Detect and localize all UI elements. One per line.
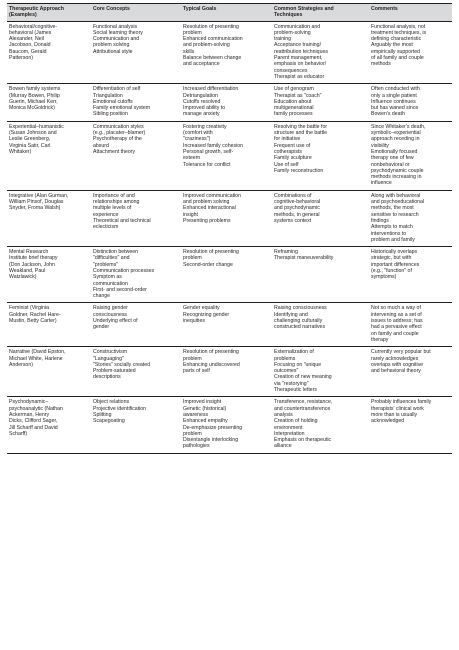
cell-text-line: acknowledged (371, 418, 405, 425)
cell-strategies (272, 247, 369, 303)
table-row (7, 397, 452, 453)
cell-text-line: problem (183, 255, 202, 262)
cell-text-line: challenging culturally (274, 318, 323, 325)
cell-text-line: First- and second-order (93, 286, 147, 293)
cell-text-line: multigenerational (274, 105, 314, 112)
cell-text-line: of all family and couple (371, 55, 424, 62)
cell-text-line: Recognizing gender (183, 311, 230, 318)
cell-text-line: Functional analysis, not (371, 23, 426, 30)
cell-text-line: Narrative (David Epston, (9, 349, 66, 356)
cell-text-line: Therapeutic letters (274, 387, 317, 394)
cell-text-line: via "restorying" (274, 380, 309, 387)
cell-text-line: Constructivism (93, 349, 128, 356)
cell-text-line: symptoms) (371, 274, 397, 281)
cell-text-line: "difficulties" and (93, 255, 130, 262)
cell-comments (369, 247, 452, 303)
cell-text-line: consciousness (93, 311, 128, 318)
cell-text-line: and acceptance (183, 61, 220, 68)
cell-text-line: De-emphasize presenting (183, 424, 243, 431)
therapeutic-approaches-table (7, 3, 452, 454)
cell-goals (181, 397, 272, 453)
cell-text-line: problem (183, 29, 202, 36)
cell-text-line: Presenting problems (183, 217, 231, 224)
cell-text-line: and problem-solving (183, 42, 230, 49)
cell-text-line: "Languaging" (93, 355, 124, 362)
cell-text-line: constructed narratives (274, 324, 326, 331)
cell-text-line: defining characteristic (371, 36, 422, 43)
cell-text-line: Raising consciousness (274, 305, 327, 312)
cell-text-line: Mental Research (9, 249, 49, 256)
cell-text-line: (Murray Bowen, Philip (9, 92, 60, 99)
cell-text-line: Guerin, Michael Kerr, (9, 98, 58, 105)
header-text-line: Core Concepts (93, 6, 130, 12)
cell-text-line: Increased family cohesion (183, 142, 243, 149)
cell-text-line: Currently very popular but (371, 349, 431, 356)
cell-text-line: and psychoeducational (371, 199, 425, 206)
cell-text-line: "Stories" socially created (93, 361, 151, 368)
cell-text-line: Monica McGoldrick) (9, 105, 55, 112)
cell-text-line: gender (93, 324, 110, 331)
cell-strategies (272, 303, 369, 347)
cell-text-line: problem (183, 430, 202, 437)
cell-goals (181, 190, 272, 246)
cell-text-line: experience (93, 211, 119, 218)
cell-text-line: absurd (93, 142, 109, 149)
cell-goals (181, 347, 272, 397)
cell-strategies (272, 397, 369, 453)
cell-text-line: Theoretical and technical (93, 217, 151, 224)
cell-text-line: problems (274, 355, 296, 362)
cell-text-line: Scapegoating (93, 418, 125, 425)
cell-text-line: therapy (371, 336, 389, 343)
cell-text-line: and countertransference (274, 405, 331, 412)
table-row (7, 247, 452, 303)
cell-text-line: Family sculpture (274, 155, 312, 162)
cell-text-line: therapists' clinical work (371, 405, 424, 412)
cell-text-line: Attributional style (93, 48, 133, 55)
cell-text-line: Michael White, Harlene (9, 355, 63, 362)
cell-text-line: Projective identification (93, 405, 147, 412)
cell-text-line: Distinction between (93, 249, 138, 256)
cell-text-line: findings (371, 217, 389, 224)
cell-text-line: alliance (274, 443, 292, 450)
cell-text-line: intervening as a set of (371, 311, 422, 318)
cell-concepts (91, 303, 181, 347)
cell-text-line: Identifying and (274, 311, 308, 318)
cell-text-line: Frequent use of (274, 142, 311, 149)
cell-text-line: Disentangle interlocking (183, 437, 239, 444)
cell-text-line: Influence continues (371, 98, 416, 105)
cell-text-line: Leslie Greenberg, (9, 136, 51, 143)
cell-text-line: Raising gender (93, 305, 128, 312)
cell-text-line: (Susan Johnson and (9, 130, 57, 137)
table-row (7, 21, 452, 84)
cell-text-line: but has waned since (371, 105, 419, 112)
cell-text-line: reattribution techniques (274, 48, 328, 55)
cell-text-line: Enhancing undiscovered (183, 361, 240, 368)
cell-text-line: Since Whitaker's death, (371, 123, 426, 130)
cell-text-line: analysis (274, 411, 293, 418)
cell-text-line: systems context (274, 217, 312, 224)
cell-text-line: cognitive-behavioral (274, 199, 321, 206)
cell-text-line: Functional analysis (93, 23, 138, 30)
cell-concepts (91, 397, 181, 453)
table-row (7, 190, 452, 246)
cell-text-line: Reframing (274, 249, 298, 256)
cell-text-line: therapy one of few (371, 155, 414, 162)
cell-text-line: Genetic (historical) (183, 405, 227, 412)
cell-text-line: pathologies (183, 443, 210, 450)
cell-text-line: Parent management, (274, 55, 323, 62)
cell-text-line: Integrative (Alan Gurman, (9, 192, 69, 199)
cell-text-line: communication (93, 280, 128, 287)
cell-text-line: behavioral (James (9, 29, 52, 36)
cell-comments (369, 84, 452, 121)
cell-strategies (272, 190, 369, 246)
cell-text-line: problem solving (93, 42, 130, 49)
cell-text-line: Triangulation (93, 92, 123, 99)
cell-text-line: Whitaker) (9, 148, 32, 155)
cell-text-line: Sibling position (93, 111, 128, 118)
cell-text-line: Therapist as educator (274, 73, 325, 80)
cell-text-line: Resolution of presenting (183, 23, 239, 30)
table-row (7, 84, 452, 121)
cell-text-line: Enhanced empathy (183, 418, 228, 425)
cell-text-line: Feminist (Virginia (9, 305, 49, 312)
header-strategies (272, 4, 369, 22)
cell-comments (369, 397, 452, 453)
cell-text-line: overlaps with cognitive (371, 361, 424, 368)
cell-text-line: visibility (371, 142, 389, 149)
cell-text-line: Balance between change (183, 55, 242, 62)
cell-text-line: methods increasing in (371, 174, 422, 181)
cell-comments (369, 121, 452, 190)
cell-text-line: Increased differentiation (183, 86, 239, 93)
cell-text-line: "craziness") (183, 136, 211, 143)
cell-text-line: Virginia Satir, Carl (9, 142, 51, 149)
cell-text-line: Not so much a way of (371, 305, 421, 312)
cell-text-line: skills (183, 48, 195, 55)
header-typical-goals (181, 4, 272, 22)
header-text-line: (Examples) (9, 12, 37, 19)
cell-text-line: and problem solving (183, 199, 230, 206)
cell-text-line: Education about (274, 98, 312, 105)
cell-text-line: Tolerance for conflict (183, 161, 231, 168)
cell-text-line: Acceptance training/ (274, 42, 322, 49)
table-row (7, 347, 452, 397)
cell-text-line: Fostering creativity (183, 123, 227, 130)
cell-text-line: (e.g., "function" of (371, 267, 412, 274)
cell-text-line: Therapist as "coach" (274, 92, 322, 99)
cell-goals (181, 303, 272, 347)
cell-text-line: Resolution of presenting (183, 349, 239, 356)
cell-approach (7, 121, 91, 190)
cell-text-line: Resolving the battle for (274, 123, 328, 130)
cell-text-line: methods, in general (274, 211, 320, 218)
cell-text-line: Combinations of (274, 192, 312, 199)
table-row (7, 303, 452, 347)
cell-text-line: Dicks, Clifford Sager, (9, 418, 58, 425)
cell-text-line: Goldner, Rachel Hare- (9, 311, 61, 318)
cell-text-line: approach receding in (371, 136, 420, 143)
header-core-concepts (91, 4, 181, 22)
cell-text-line: change (93, 293, 111, 300)
cell-text-line: Detriangulation (183, 92, 218, 99)
cell-text-line: interventions to (371, 230, 407, 237)
header-text-line: Common Strategies and (274, 6, 334, 12)
cell-text-line: and behavioral theory (371, 368, 421, 375)
cell-text-line: relationships among (93, 199, 140, 206)
cell-text-line: Mustin, Betty Carter) (9, 318, 57, 325)
cell-text-line: Problem-saturated (93, 368, 136, 375)
cell-text-line: Use of self (274, 161, 299, 168)
cell-text-line: methods (371, 61, 391, 68)
cell-text-line: problem and family (371, 236, 415, 243)
cell-text-line: esteem (183, 155, 201, 162)
cell-text-line: outcomes" (274, 368, 299, 375)
cell-comments (369, 190, 452, 246)
cell-text-line: Jacobson, Donald (9, 42, 51, 49)
cell-text-line: Behavioral/cognitive- (9, 23, 58, 30)
cell-text-line: Attachment theory (93, 148, 136, 155)
cell-approach (7, 21, 91, 84)
cell-text-line: family processes (274, 111, 313, 118)
cell-goals (181, 21, 272, 84)
cell-text-line: descriptions (93, 374, 121, 381)
cell-text-line: important differences (371, 261, 420, 268)
cell-text-line: Communication and (93, 36, 140, 43)
header-text-line: Therapeutic Approach (9, 6, 64, 12)
cell-text-line: Institute brief therapy (9, 255, 58, 262)
cell-text-line: Arguably the most (371, 42, 413, 49)
header-text-line: Typical Goals (183, 6, 217, 12)
cell-text-line: Underlying effect of (93, 318, 138, 325)
cell-text-line: Along with behavioral (371, 192, 421, 199)
cell-text-line: Importance of and (93, 192, 135, 199)
cell-strategies (272, 121, 369, 190)
cell-approach (7, 190, 91, 246)
cell-text-line: Bowen family systems (9, 86, 61, 93)
cell-text-line: Weakland, Paul (9, 267, 46, 274)
cell-text-line: training (274, 36, 292, 43)
cell-text-line: Resolution of presenting (183, 249, 239, 256)
cell-text-line: Splitting (93, 411, 112, 418)
header-text-line: Techniques (274, 12, 303, 19)
cell-text-line: Emotionally focused (371, 148, 418, 155)
cell-approach (7, 247, 91, 303)
cell-text-line: structure and the battle (274, 130, 328, 137)
cell-text-line: problem-solving (274, 29, 311, 36)
cell-text-line: Use of genogram (274, 86, 314, 93)
cell-text-line: cotherapists (274, 148, 302, 155)
cell-text-line: Experiential–humanistic (9, 123, 64, 130)
cell-text-line: empirically supported (371, 48, 421, 55)
cell-text-line: had a pervasive effect (371, 324, 422, 331)
cell-strategies (272, 347, 369, 397)
cell-concepts (91, 190, 181, 246)
cell-text-line: Externalization of (274, 349, 314, 356)
cell-text-line: multiple levels of (93, 205, 132, 212)
cell-text-line: Probably influences family (371, 399, 432, 406)
cell-approach (7, 397, 91, 453)
cell-text-line: Family emotional system (93, 105, 151, 112)
cell-strategies (272, 21, 369, 84)
header-text-line: Comments (371, 6, 398, 12)
cell-text-line: nonbehavioral or (371, 161, 410, 168)
cell-text-line: Symptom as (93, 274, 122, 281)
cell-text-line: Gender equality (183, 305, 220, 312)
cell-concepts (91, 247, 181, 303)
cell-text-line: Anderson) (9, 361, 33, 368)
cell-text-line: Communication processes (93, 267, 155, 274)
cell-text-line: methods, the most (371, 205, 414, 212)
cell-text-line: Often conducted with (371, 86, 420, 93)
cell-text-line: Improved communication (183, 192, 241, 199)
cell-text-line: eclecticism (93, 224, 119, 231)
cell-concepts (91, 21, 181, 84)
header-comments (369, 4, 452, 22)
cell-text-line: Communication and (274, 23, 321, 30)
cell-text-line: treatment techniques, is (371, 29, 427, 36)
cell-text-line: Creation of new meaning (274, 374, 332, 381)
cell-text-line: Watzlawick) (9, 274, 37, 281)
cell-goals (181, 84, 272, 121)
cell-approach (7, 347, 91, 397)
cell-text-line: Transference, resistance, (274, 399, 333, 406)
table-header (7, 4, 452, 22)
cell-text-line: Scharff) (9, 430, 28, 437)
cell-approach (7, 84, 91, 121)
cell-concepts (91, 347, 181, 397)
cell-text-line: Focusing on "unique (274, 361, 322, 368)
cell-approach (7, 303, 91, 347)
table-body (7, 21, 452, 453)
cell-text-line: (comfort with (183, 130, 213, 137)
cell-concepts (91, 121, 181, 190)
cell-text-line: influence (371, 180, 392, 187)
cell-text-line: rarely acknowledges (371, 355, 419, 362)
cell-text-line: awareness (183, 411, 209, 418)
cell-text-line: Enhanced interactional (183, 205, 236, 212)
cell-text-line: William Pinsof, Douglas (9, 199, 64, 206)
cell-text-line: Cutoffs resolved (183, 98, 221, 105)
cell-text-line: Emotional cutoffs (93, 98, 133, 105)
cell-goals (181, 247, 272, 303)
cell-text-line: consequences (274, 67, 308, 74)
cell-text-line: Family reconstruction (274, 167, 324, 174)
cell-comments (369, 303, 452, 347)
cell-comments (369, 347, 452, 397)
cell-comments (369, 21, 452, 84)
cell-text-line: Differentiation of self (93, 86, 141, 93)
cell-concepts (91, 84, 181, 121)
cell-text-line: Baucom, Gerald (9, 48, 47, 55)
cell-text-line: Bowen's death (371, 111, 405, 118)
cell-text-line: Second-order change (183, 261, 233, 268)
table-row (7, 121, 452, 190)
cell-text-line: Interpretation (274, 430, 305, 437)
cell-text-line: Enhanced communication (183, 36, 243, 43)
cell-text-line: and psychodynamic (274, 205, 320, 212)
cell-text-line: Object relations (93, 399, 130, 406)
cell-text-line: Attempts to match (371, 224, 413, 231)
cell-goals (181, 121, 272, 190)
cell-text-line: strategic, but with (371, 255, 412, 262)
cell-text-line: more than is usually (371, 411, 418, 418)
cell-strategies (272, 84, 369, 121)
cell-text-line: manage anxiety (183, 111, 220, 118)
cell-text-line: for initiative (274, 136, 301, 143)
cell-text-line: Creation of holding (274, 418, 318, 425)
cell-text-line: only a single patient (371, 92, 417, 99)
cell-text-line: Personal growth, self- (183, 148, 234, 155)
cell-text-line: Improved insight (183, 399, 222, 406)
cell-text-line: "problems" (93, 261, 119, 268)
cell-text-line: Psychodynamic– (9, 399, 49, 406)
cell-text-line: Improved ability to (183, 105, 226, 112)
cell-text-line: environment (274, 424, 303, 431)
cell-text-line: Ackerman, Henry (9, 411, 50, 418)
cell-text-line: Jill Scharff and David (9, 424, 58, 431)
cell-text-line: Psychotherapy of the (93, 136, 142, 143)
cell-text-line: (Don Jackson, John (9, 261, 55, 268)
cell-text-line: Alexander, Neil (9, 36, 44, 43)
cell-text-line: Emphasis on therapeutic (274, 437, 332, 444)
cell-text-line: issues to address; has (371, 318, 423, 325)
cell-text-line: emphasis on behavior/ (274, 61, 327, 68)
cell-text-line: Snyder, Froma Walsh) (9, 205, 61, 212)
cell-text-line: Patterson) (9, 55, 33, 62)
cell-text-line: sensitive to research (371, 211, 419, 218)
cell-text-line: inequities (183, 318, 205, 325)
cell-text-line: insight (183, 211, 198, 218)
cell-text-line: parts of self (183, 368, 210, 375)
cell-text-line: problem (183, 355, 202, 362)
cell-text-line: on family and couple (371, 330, 419, 337)
cell-text-line: symbolic–experiential (371, 130, 421, 137)
cell-text-line: Communication styles (93, 123, 144, 130)
cell-text-line: psychodynamic couple (371, 167, 424, 174)
header-approach (7, 4, 91, 22)
table-header-row (7, 4, 452, 22)
cell-text-line: Therapist maneuverability (274, 255, 334, 262)
cell-text-line: psychoanalytic (Nathan (9, 405, 63, 412)
cell-text-line: (e.g., placater–blamer) (93, 130, 146, 137)
cell-text-line: Historically overlaps (371, 249, 418, 256)
cell-text-line: Social learning theory (93, 29, 143, 36)
